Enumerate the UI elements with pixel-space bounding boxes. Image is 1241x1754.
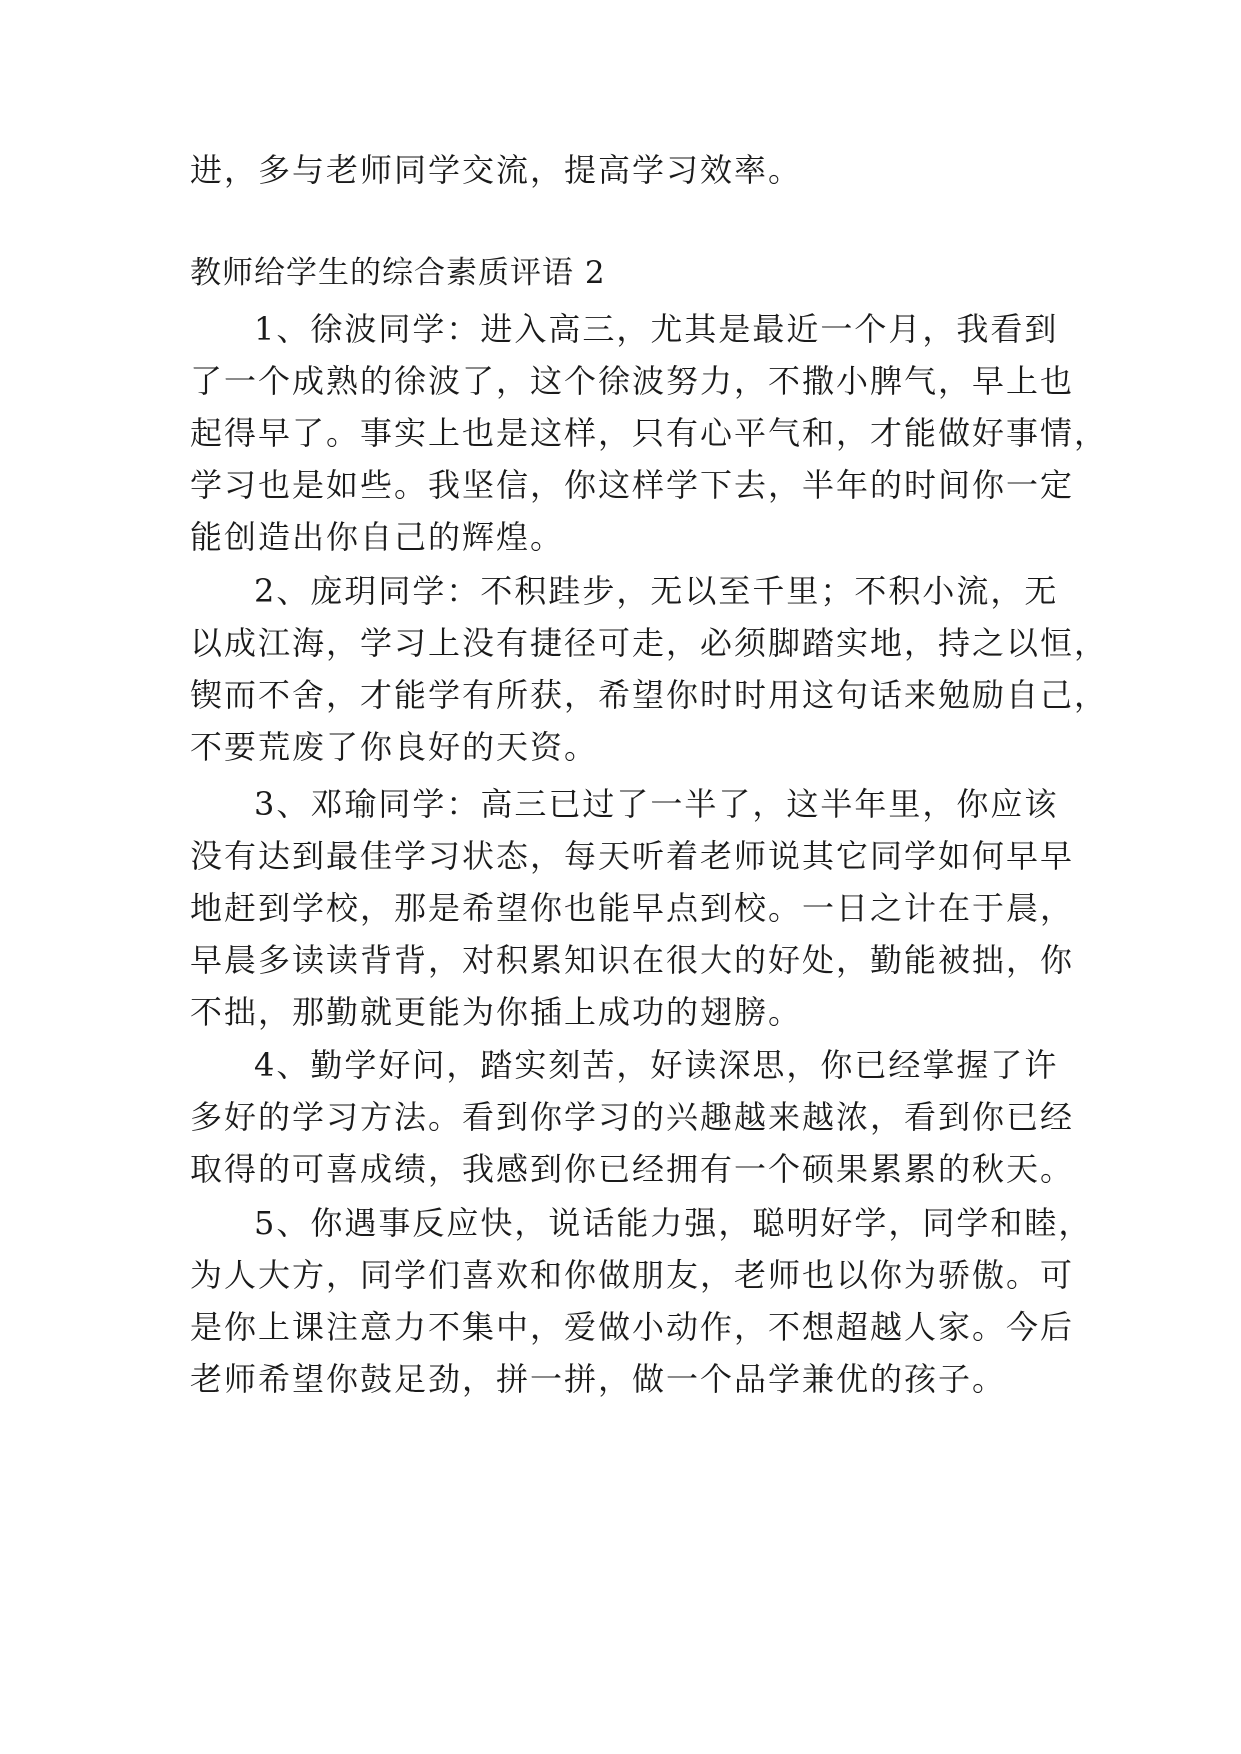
paragraph-3-line-4: 早晨多读读背背，对积累知识在很大的好处，勤能被拙，你 bbox=[190, 941, 1075, 979]
paragraph-3-line-2: 没有达到最佳学习状态，每天听着老师说其它同学如何早早 bbox=[190, 837, 1075, 875]
paragraph-3-line-3: 地赶到学校，那是希望你也能早点到校。一日之计在于晨， bbox=[190, 889, 1075, 927]
paragraph-1-line-3: 起得早了。事实上也是这样，只有心平气和，才能做好事情， bbox=[190, 414, 1109, 452]
paragraph-5-line-1: 5、你遇事反应快，说话能力强，聪明好学，同学和睦， bbox=[254, 1204, 1093, 1242]
paragraph-1-line-2: 了一个成熟的徐波了，这个徐波努力，不撒小脾气，早上也 bbox=[190, 362, 1075, 400]
paragraph-2-line-3: 锲而不舍，才能学有所获，希望你时时用这句话来勉励自己， bbox=[190, 676, 1109, 714]
paragraph-5-line-3: 是你上课注意力不集中，爱做小动作，不想超越人家。今后 bbox=[190, 1308, 1075, 1346]
intro-line: 进，多与老师同学交流，提高学习效率。 bbox=[190, 151, 803, 189]
paragraph-1-line-5: 能创造出你自己的辉煌。 bbox=[190, 518, 565, 556]
paragraph-4-line-2: 多好的学习方法。看到你学习的兴趣越来越浓，看到你已经 bbox=[190, 1098, 1075, 1136]
paragraph-2-line-4: 不要荒废了你良好的天资。 bbox=[190, 728, 599, 766]
paragraph-2-line-1: 2、庞玥同学：不积跬步，无以至千里；不积小流，无 bbox=[254, 572, 1059, 610]
paragraph-1-line-1: 1、徐波同学：进入高三，尤其是最近一个月，我看到 bbox=[254, 310, 1059, 348]
paragraph-3-line-1: 3、邓瑜同学：高三已过了一半了，这半年里，你应该 bbox=[254, 785, 1059, 823]
paragraph-4-line-1: 4、勤学好问，踏实刻苦，好读深思，你已经掌握了许 bbox=[254, 1046, 1059, 1084]
paragraph-2-line-2: 以成江海，学习上没有捷径可走，必须脚踏实地，持之以恒， bbox=[190, 624, 1109, 662]
paragraph-4-line-3: 取得的可喜成绩，我感到你已经拥有一个硕果累累的秋天。 bbox=[190, 1150, 1075, 1188]
paragraph-5-line-4: 老师希望你鼓足劲，拼一拼，做一个品学兼优的孩子。 bbox=[190, 1360, 1007, 1398]
paragraph-1-line-4: 学习也是如些。我坚信，你这样学下去，半年的时间你一定 bbox=[190, 466, 1075, 504]
paragraph-5-line-2: 为人大方，同学们喜欢和你做朋友，老师也以你为骄傲。可 bbox=[190, 1256, 1075, 1294]
section-title: 教师给学生的综合素质评语 2 bbox=[190, 255, 606, 291]
paragraph-3-line-5: 不拙，那勤就更能为你插上成功的翅膀。 bbox=[190, 993, 803, 1031]
